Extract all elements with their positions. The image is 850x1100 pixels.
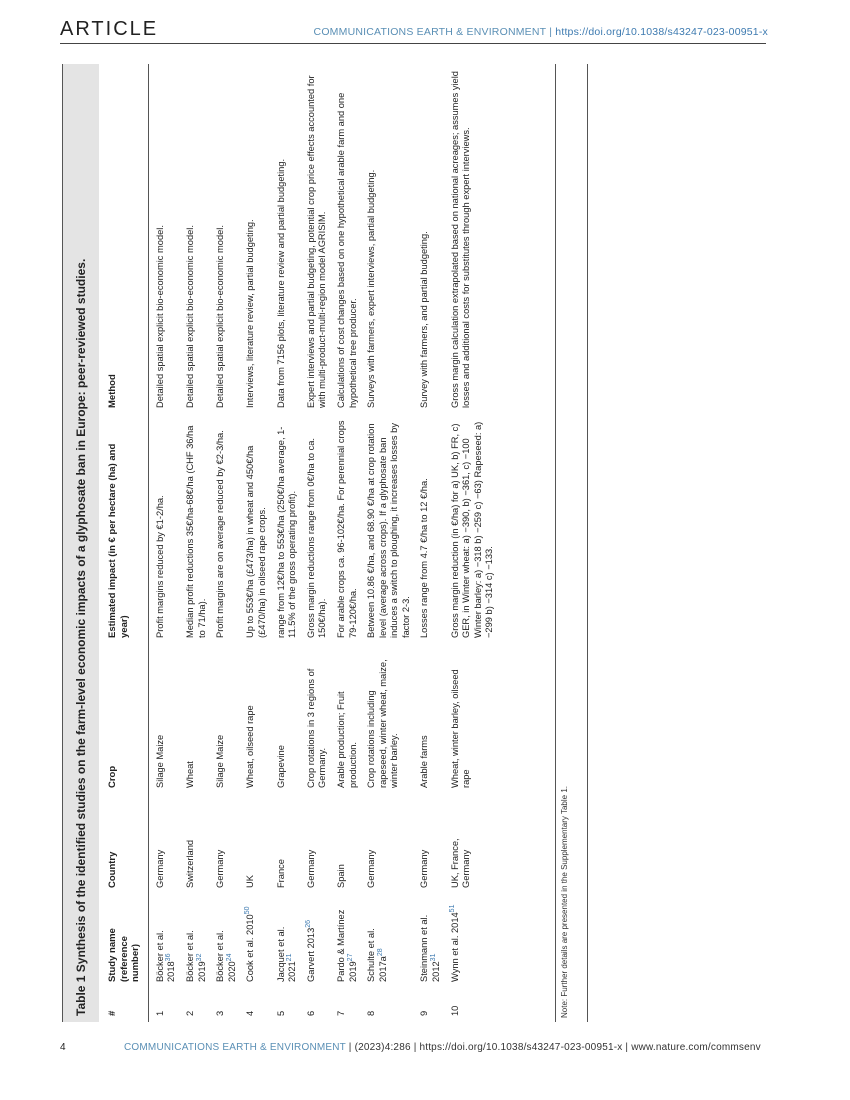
col-header-crop: Crop — [99, 644, 148, 794]
study-name: Wynn et al. 2014 — [449, 912, 460, 982]
header-separator: | — [546, 26, 556, 38]
page-number: 4 — [60, 1042, 66, 1053]
cell-country: Switzerland — [184, 839, 195, 888]
col-header-method: Method — [99, 64, 148, 414]
rotated-table — [63, 64, 587, 1022]
table-row — [243, 64, 273, 1022]
cell-crop: Arable production; Fruit production. — [335, 691, 358, 788]
cell-num: 10 — [449, 1005, 460, 1016]
cell-study — [243, 894, 273, 988]
cell-country: UK — [245, 875, 256, 888]
cell-impact: For arable crops ca. 96-102€/ha. For perennial crops 79-120€/ha. — [335, 420, 358, 638]
cell-num: 5 — [275, 1010, 286, 1016]
section-label: ARTICLE — [60, 18, 159, 40]
table-title: Table 1 Synthesis of the identified studies on the farm-level economic impacts of a glyphosate ban in Europe: peer-reviewed studies. — [63, 64, 99, 1022]
table-row — [364, 64, 417, 1022]
table-row — [448, 64, 501, 1022]
cell-study — [183, 894, 213, 988]
cell-crop: Grapevine — [275, 745, 286, 788]
study-name: Cook et al. 2010 — [245, 914, 256, 982]
cell-method: Gross margin calculation extrapolated based on national acreages; assumes yield losses and additional costs for substitutes through expert interviews. — [449, 71, 472, 408]
cell-crop: Crop rotations in 3 regions of Germany. — [305, 668, 328, 788]
reference-number-link[interactable]: 24 — [225, 953, 233, 962]
reference-number-link[interactable]: 32 — [195, 953, 203, 962]
cell-method: Detailed spatial explicit bio-economic model. — [215, 225, 226, 408]
cell-num: 1 — [154, 1010, 165, 1016]
cell-method: Surveys with farmers, expert interviews, partial budgeting. — [366, 169, 377, 408]
study-name: Steinmann et al. 2012 — [419, 914, 442, 982]
table-row — [148, 64, 183, 1022]
cell-study — [148, 894, 183, 988]
cell-crop: Wheat, winter barley, oilseed rape — [449, 669, 472, 788]
cell-crop: Wheat — [184, 761, 195, 788]
cell-study — [334, 894, 364, 988]
cell-study — [213, 894, 243, 988]
cell-country: UK, France, Germany — [449, 838, 472, 888]
cell-crop: Silage Maize — [154, 734, 165, 788]
table-row — [334, 64, 364, 1022]
header-doi-link[interactable]: https://doi.org/10.1038/s43247-023-00951-x — [555, 26, 768, 38]
footer-citation — [124, 1042, 761, 1053]
cell-country: Germany — [305, 849, 316, 888]
reference-number-link[interactable]: 51 — [448, 904, 456, 913]
col-header-num: # — [99, 988, 148, 1022]
cell-method: Survey with farmers, and partial budgeting. — [419, 231, 430, 408]
cell-impact: Between 10.86 €/ha, and 68.90 €/ha at crop rotation level (average across crops). If a glyphosate ban induces a switch to ploughing, it increases losses by factor 2-3. — [366, 423, 411, 638]
cell-method: Calculations of cost changes based on one hypothetical arable farm and one hypothetical tree producer. — [335, 92, 358, 408]
cell-study — [448, 894, 501, 988]
cell-impact: Up to 553€/ha (£473/ha) in wheat and 450€/ha (£470/ha) in oilseed rape crops. — [245, 445, 267, 638]
cell-country: Germany — [366, 849, 377, 888]
table-row — [183, 64, 213, 1022]
cell-impact: Profit margins are on average reduced by €2-3/ha. — [215, 430, 226, 638]
footer-citation-text: | (2023)4:286 | https://doi.org/10.1038/s43247-023-00951-x | www.nature.com/commsenv — [345, 1042, 761, 1053]
header-journal: COMMUNICATIONS EARTH & ENVIRONMENT — [313, 26, 547, 38]
table-row — [213, 64, 243, 1022]
cell-impact: Median profit reductions 35€/ha-68€/ha (CHF 36/ha to 71/ha). — [184, 425, 207, 638]
cell-num: 9 — [419, 1010, 430, 1016]
cell-method: Interviews, literature review, partial budgeting. — [245, 219, 256, 408]
col-header-study: Study name (reference number) — [99, 894, 148, 988]
cell-crop: Silage Maize — [215, 734, 226, 788]
study-name: Garvert 2013 — [305, 927, 316, 982]
cell-num: 2 — [184, 1010, 195, 1016]
cell-country: France — [275, 859, 286, 888]
header-rule — [60, 43, 766, 44]
study-name: Schulte et al. 2017a — [366, 928, 388, 982]
reference-number-link[interactable]: 27 — [346, 953, 354, 962]
reference-number-link[interactable]: 28 — [376, 948, 384, 957]
cell-num: 3 — [215, 1010, 226, 1016]
table-row — [304, 64, 334, 1022]
cell-method: Data from 7156 plots, literature review and partial budgeting. — [275, 158, 286, 408]
study-name: Böcker et al. 2019 — [184, 930, 207, 982]
cell-impact: Losses range from 4.7 €/ha to 12 €/ha. — [419, 478, 430, 638]
study-name: Böcker et al. 2018 — [154, 930, 177, 982]
study-name: Jacquet et al. 2021 — [275, 926, 298, 982]
cell-impact: Gross margin reductions range from 0€/ha to ca. 150€/ha). — [305, 438, 328, 638]
cell-num: 7 — [335, 1010, 346, 1016]
cell-crop: Crop rotations including rapeseed, winter wheat, maize, winter barley. — [366, 659, 400, 788]
col-header-impact: Estimated impact (in € per hectare (ha) and year) — [99, 414, 148, 644]
reference-number-link[interactable]: 36 — [165, 953, 173, 962]
cell-study — [304, 894, 334, 988]
cell-impact: Profit margins reduced by €1-2/ha. — [154, 495, 165, 638]
table-row — [417, 64, 447, 1022]
cell-country: Spain — [335, 864, 346, 888]
study-name: Pardo & Martínez 2019 — [335, 909, 358, 982]
cell-country: Germany — [154, 849, 165, 888]
col-header-country: Country — [99, 794, 148, 894]
table-bottom-rule — [555, 64, 556, 1022]
reference-number-link[interactable]: 21 — [286, 953, 294, 962]
cell-crop: Arable farms — [419, 735, 430, 788]
study-name: Böcker et al. 2020 — [215, 930, 237, 982]
cell-method: Detailed spatial explicit bio-economic model. — [154, 225, 165, 408]
table-frame — [62, 64, 588, 1022]
cell-crop: Wheat, oilseed rape — [245, 705, 256, 788]
cell-num: 4 — [245, 1010, 256, 1016]
cell-country: Germany — [419, 849, 430, 888]
cell-study — [364, 894, 417, 988]
cell-impact: Gross margin reduction (in €/ha) for a) UK, b) FR, c) GER, in Winter wheat: a) −390, b) −361, c) −100 Winter barley: a) −318 b) −259 c) −63) Rapeseed: a) −299 b) −314 c) −133. — [449, 421, 495, 638]
running-header — [314, 26, 768, 38]
cell-country: Germany — [215, 849, 226, 888]
cell-method: Detailed spatial explicit bio-economic model. — [184, 225, 195, 408]
table-note: Note: Further details are presented in the Supplementary Table 1. — [560, 786, 569, 1018]
cell-study — [274, 894, 304, 988]
cell-impact: range from 12€/ha to 553€/ha (250€/ha average, 1-11.5% of the gross operating profit). — [275, 426, 298, 638]
reference-number-link[interactable]: 31 — [429, 953, 437, 962]
footer-journal: COMMUNICATIONS EARTH & ENVIRONMENT — [124, 1042, 346, 1053]
reference-number-link[interactable]: 50 — [244, 906, 252, 915]
cell-num: 8 — [366, 1010, 377, 1016]
cell-method: Expert interviews and partial budgeting, potential crop price effects accounted for with multi-product-multi-region model AGRISIM. — [305, 75, 328, 408]
cell-study — [417, 894, 447, 988]
table-row — [274, 64, 304, 1022]
table-header-row — [99, 64, 148, 1022]
cell-num: 6 — [305, 1010, 316, 1016]
studies-table — [99, 64, 501, 1022]
reference-number-link[interactable]: 26 — [304, 919, 312, 928]
